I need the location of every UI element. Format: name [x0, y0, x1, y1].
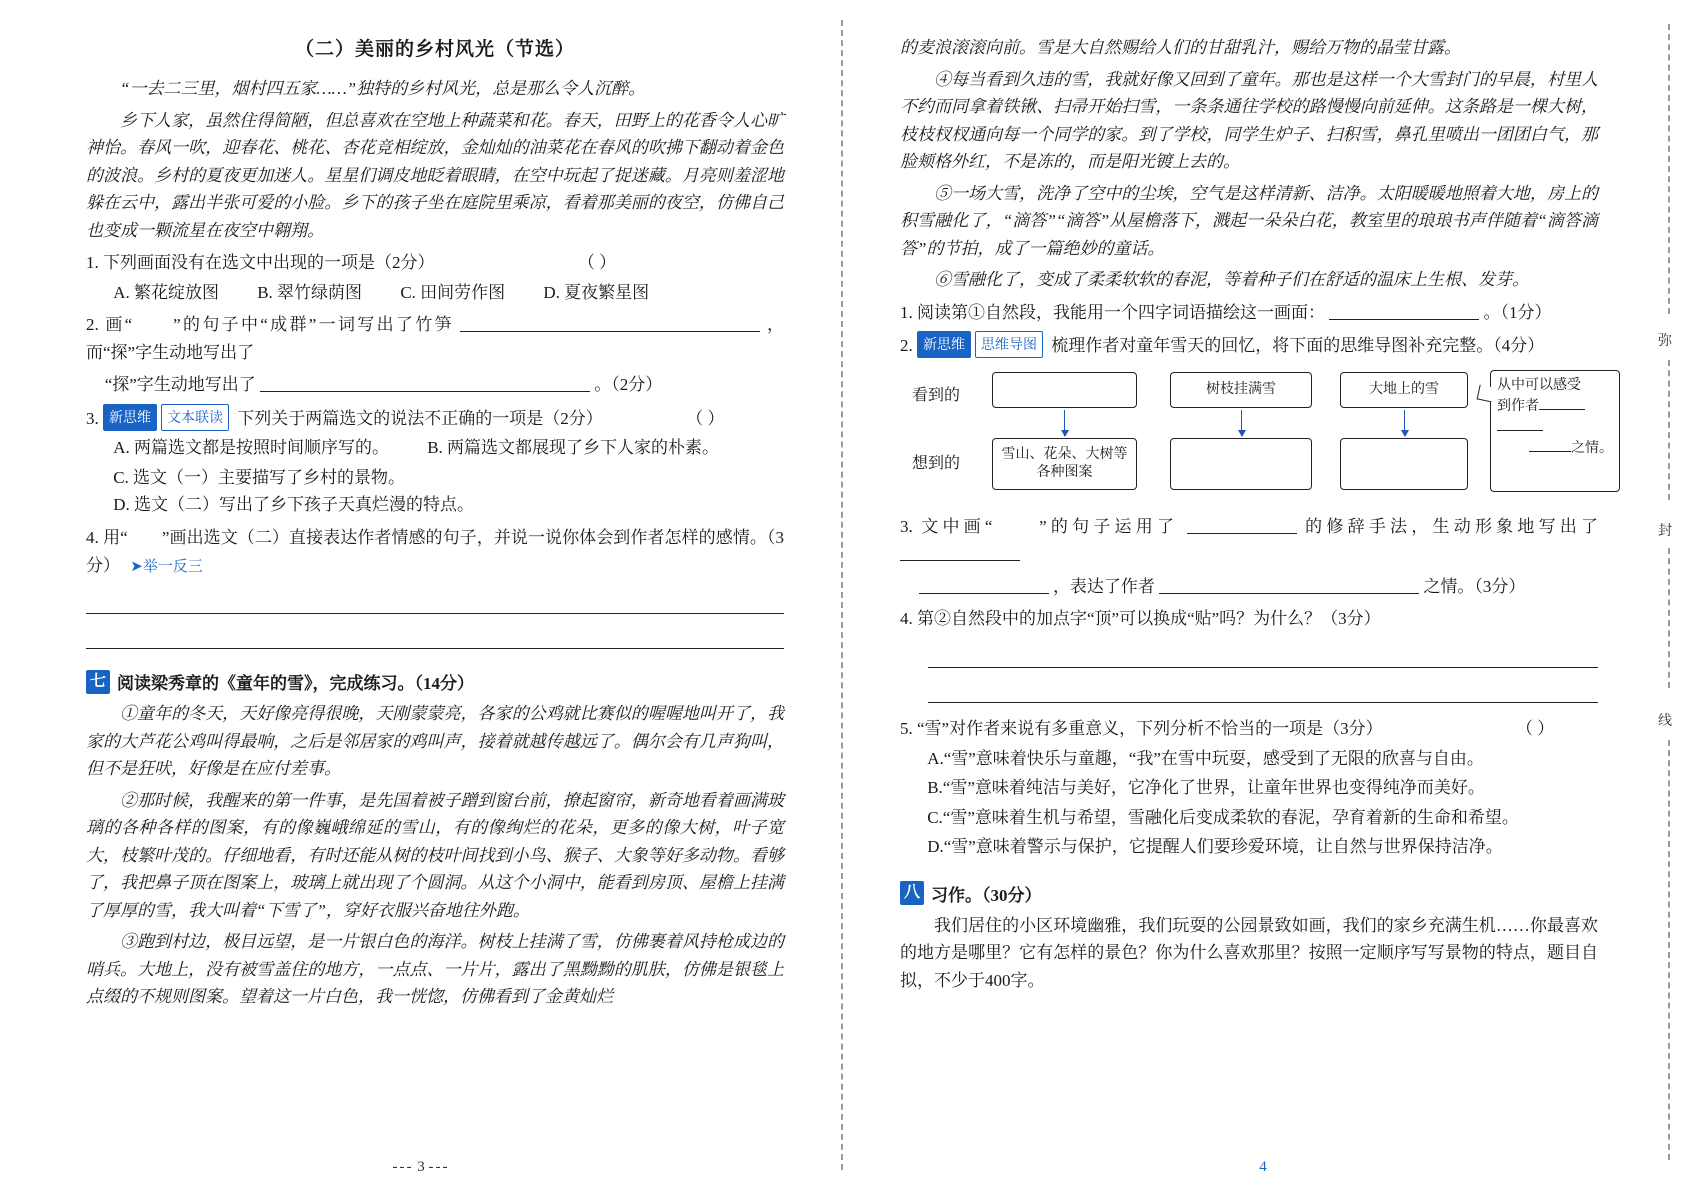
- question-1-text: 下列画面没有在选文中出现的一项是（2分）: [103, 253, 435, 273]
- question-3-text: 下列关于两篇选文的说法不正确的一项是（2分）: [237, 408, 603, 428]
- mindmap-box-seen-2[interactable]: 树枝挂满雪: [1170, 372, 1312, 408]
- right-question-1-number: 1.: [900, 302, 913, 322]
- right-question-1-text-b: 。（1分）: [1483, 302, 1552, 322]
- article-paragraph-1: ①童年的冬天，天好像亮得很晚，天刚蒙蒙亮，各家的公鸡就比赛似的喔喔地叫开了，我家的大芦花公鸡叫得最响，之后是邻居家的鸡叫声，接着就越传越远了。偶尔会有几声狗叫，但不是狂吠，好像是在应付差事。: [86, 704, 784, 779]
- option-a[interactable]: A. 繁花绽放图: [113, 282, 219, 302]
- right-question-3-text-d: 之情。（3分）: [1423, 576, 1526, 596]
- essay-prompt: 我们居住的小区环境幽雅，我们玩耍的公园景致如画，我们的家乡充满生机……你最喜欢的地方是哪里？它有怎样的景色？你为什么喜欢那里？按照一定顺序写写景物的特点，题目自拟，不少于400字。: [900, 915, 1598, 990]
- section-eight-number: 八: [900, 881, 924, 905]
- text-linking-tag: 文本联读: [161, 404, 229, 431]
- seal-dash-mid1: [1668, 360, 1670, 500]
- question-1-answer-paren[interactable]: （ ）: [577, 253, 617, 273]
- right-question-3-number: 3.: [900, 516, 913, 536]
- question-2-line2: “探”字生动地写出了 。（2分）: [104, 375, 663, 395]
- mindmap-label-seen: 看到的: [912, 386, 961, 404]
- article-continue-2: ④每当看到久违的雪，我就好像又回到了童年。那也是这样一个大雪封门的早晨，村里人不约而同拿着铁锹、扫帚开始扫雪，一条条通往学校的路慢慢向前延伸。这条路是一棵大树，枝枝杈杈通向每一个同学的家。到了学校，同学生炉子、扫积雪，鼻孔里喷出一团团白气，那脸颊格外红，不是冻的，而是阳光镀上去的。: [900, 69, 1598, 172]
- right-question-3-blank-2[interactable]: [900, 543, 1020, 561]
- question-3-options-row2: [113, 464, 784, 519]
- page-number-right: [842, 1159, 1684, 1176]
- mind-map-tag: 思维导图: [975, 331, 1043, 358]
- mindmap-label-thought: 想到的: [912, 454, 961, 472]
- question-2-text-b: ，而“探”字生动地写出了: [86, 315, 785, 362]
- page-number-left: --- 3 ---: [392, 1159, 450, 1175]
- right-question-3-line2: [919, 573, 1598, 601]
- answer-line[interactable]: [928, 676, 1598, 703]
- right-question-5: [900, 715, 1598, 743]
- right-question-1-blank[interactable]: [1329, 302, 1479, 320]
- right-question-2: [900, 331, 1598, 360]
- page-number-right-value: 4: [1259, 1159, 1267, 1175]
- seal-dash-mid2: [1668, 548, 1670, 688]
- question-1-options: [113, 279, 784, 307]
- right-question-5-text: “雪”对作者来说有多重意义，下列分析不恰当的一项是（3分）: [917, 718, 1383, 738]
- option-a[interactable]: A. 两篇选文都是按照时间顺序写的。: [113, 438, 389, 458]
- section-seven-title: 阅读梁秀章的《童年的雪》，完成练习。（14分）: [117, 674, 474, 694]
- new-thinking-tag: 新思维: [103, 404, 157, 431]
- seal-line-marks: [1656, 0, 1678, 1190]
- question-2-text-c: 。（2分）: [594, 375, 663, 395]
- mindmap-box-thought-2[interactable]: [1170, 438, 1312, 490]
- question-4: [86, 524, 784, 579]
- right-question-3-blank-4[interactable]: [1159, 576, 1419, 594]
- mindmap-bubble-line2: 到作者: [1497, 396, 1613, 417]
- right-question-4-text: 第②自然段中的加点字“顶”可以换成“贴”吗？为什么？（3分）: [917, 609, 1381, 629]
- right-q5-option-b[interactable]: B.“雪”意味着纯洁与美好，它净化了世界，让童年世界也变得纯净而美好。: [927, 778, 1485, 798]
- option-d[interactable]: D. 选文（二）写出了乡下孩子天真烂漫的特点。: [113, 495, 474, 515]
- question-2-blank-1[interactable]: [460, 314, 760, 332]
- article-continue-1: 的麦浪滚滚向前。雪是大自然赐给人们的甘甜乳汁，赐给万物的晶莹甘露。: [900, 38, 1461, 57]
- mindmap-bubble-line1: 从中可以感受: [1497, 377, 1581, 393]
- right-q5-option-d[interactable]: D.“雪”意味着警示与保护，它提醒人们要珍爱环境，让自然与世界保持洁净。: [927, 837, 1503, 857]
- article-paragraph-3: ③跑到村边，极目远望，是一片银白色的海洋。树枝上挂满了雪，仿佛裹着风持枪成边的哨兵。大地上，没有被雪盖住的地方，一点点、一片片，露出了黑黝黝的肌肤，仿佛是银毯上点缀的不规则图案。望着这一片白色，我一恍惚，仿佛看到了金黄灿烂: [86, 932, 784, 1007]
- right-question-3-blank-3[interactable]: [919, 576, 1049, 594]
- option-d[interactable]: D. 夏夜繁星图: [543, 282, 650, 302]
- right-q5-option-a[interactable]: A.“雪”意味着快乐与童趣，“我”在雪中玩耍，感受到了无限的欣喜与自由。: [927, 748, 1484, 768]
- question-2: [86, 311, 784, 366]
- right-question-2-text: 梳理作者对童年雪天的回忆，将下面的思维导图补充完整。（4分）: [1051, 336, 1545, 356]
- seal-dash-top: [1668, 24, 1670, 314]
- question-1: [86, 249, 784, 277]
- answer-line[interactable]: [86, 587, 784, 614]
- right-question-1-text-a: 阅读第①自然段，我能用一个四字词语描绘这一画面：: [917, 302, 1325, 322]
- question-1-number: 1.: [86, 253, 99, 273]
- right-question-5-answer-paren[interactable]: （ ）: [1515, 718, 1555, 738]
- article-paragraph-2: ②那时候，我醒来的第一件事，是先国着被子蹭到窗台前，撩起窗帘，新奇地看着画满玻璃的各种各样的图案，有的像巍峨绵延的雪山，有的像绚烂的花朵，更多的像大树，叶子宽大，枝繁叶茂的。仔细地看，有时还能从树的枝叶间找到小鸟、猴子、大象等好多动物。看够了，我把鼻子顶在图案上，玻璃上就出现了个圆洞。从这个小洞中，能看到房顶、屋檐上挂满了厚厚的雪，我大叫着“下雪了”，穿好衣服兴奋地往外跑。: [86, 790, 784, 920]
- answer-line[interactable]: [86, 622, 784, 649]
- right-question-4: [900, 605, 1598, 633]
- question-2-blank-2[interactable]: [260, 374, 590, 392]
- question-4-text: 用“ ”画出选文（二）直接表达作者情感的句子，并说一说你体会到作者怎样的感情。（3分）: [86, 527, 785, 575]
- right-question-3-text-c: ，表达了作者: [1052, 576, 1155, 596]
- seal-mark-3: 线: [1658, 714, 1672, 729]
- new-thinking-tag: 新思维: [917, 331, 971, 358]
- question-2-text-a: 画“ ”的句子中“成群”一词写出了竹笋: [105, 315, 454, 335]
- answer-line[interactable]: [928, 641, 1598, 668]
- section-eight-heading: [900, 881, 1598, 906]
- question-4-hint: ➤举一反三: [130, 557, 203, 575]
- mindmap-box-seen-1[interactable]: [992, 372, 1137, 408]
- question-3-options-row1: [113, 434, 784, 462]
- question-3-answer-paren[interactable]: （ ）: [686, 408, 725, 428]
- mind-map: [900, 366, 1613, 508]
- mindmap-bubble-line3: [1497, 417, 1613, 438]
- section-seven-number: 七: [86, 670, 110, 694]
- seal-dash-bottom: [1668, 740, 1670, 1160]
- right-question-3-text-a: 文中画“ ”的句子运用了: [921, 516, 1179, 536]
- section-seven-heading: [86, 669, 784, 694]
- article-continue-4: ⑥雪融化了，变成了柔柔软软的春泥，等着种子们在舒适的温床上生根、发芽。: [934, 270, 1529, 290]
- question-3-number: 3.: [86, 408, 99, 428]
- right-question-4-number: 4.: [900, 609, 913, 629]
- mindmap-arrow-3: [1404, 410, 1405, 436]
- option-b[interactable]: B. 两篇选文都展现了乡下人家的朴素。: [427, 438, 720, 458]
- mindmap-arrow-1: [1064, 410, 1065, 436]
- right-question-3-blank-1[interactable]: [1187, 516, 1297, 534]
- mindmap-box-thought-1[interactable]: 雪山、花朵、大树等各种图案: [992, 438, 1137, 490]
- page-number-left-value: 3: [417, 1159, 425, 1175]
- right-question-3: [900, 513, 1598, 568]
- mindmap-bubble-line4: 之情。: [1497, 438, 1613, 459]
- right-page-column: [842, 0, 1684, 1190]
- question-3: [86, 404, 784, 433]
- mindmap-bubble[interactable]: [1490, 370, 1620, 492]
- article-continue-3: ⑤一场大雪，洗净了空中的尘埃，空气是这样清新、洁净。太阳暖暖地照着大地，房上的积雪融化了，“滴答”“滴答”从屋檐落下，溅起一朵朵白花，教室里的琅琅书声伴随着“滴答滴答”的节拍，成了一篇绝妙的童话。: [900, 183, 1598, 258]
- mindmap-arrow-2: [1241, 410, 1242, 436]
- passage-paragraph: “一去二三里，烟村四五家……”独特的乡村风光，总是那么令人沉醉。: [120, 79, 646, 98]
- mindmap-box-seen-3[interactable]: 大地上的雪: [1340, 372, 1468, 408]
- seal-mark-1: 弥: [1658, 334, 1672, 349]
- option-c[interactable]: C. 田间劳作图: [400, 282, 506, 302]
- right-question-1: [900, 299, 1598, 327]
- page-title: （二）美丽的乡村风光（节选）: [294, 39, 575, 60]
- seal-mark-2: 封: [1658, 524, 1672, 539]
- right-question-3-text-b: 的修辞手法，生动形象地写出了: [1305, 516, 1599, 536]
- mindmap-bubble-tail: [1477, 384, 1495, 402]
- section-eight-title: 习作。（30分）: [931, 885, 1042, 905]
- option-c[interactable]: C. 选文（一）主要描写了乡村的景物。: [113, 467, 406, 487]
- right-question-2-number: 2.: [900, 336, 913, 356]
- question-4-number: 4.: [86, 527, 99, 547]
- right-q5-option-c[interactable]: C.“雪”意味着生机与希望，雪融化后变成柔软的春泥，孕育着新的生命和希望。: [927, 807, 1519, 827]
- passage-paragraph: 乡下人家，虽然住得简陋，但总喜欢在空地上种蔬菜和花。春天，田野上的花香令人心旷神怡。春风一吹，迎春花、桃花、杏花竞相绽放，金灿灿的油菜花在春风的吹拂下翻动着金色的波浪。乡村的夏夜更加迷人。星星们调皮地眨着眼睛，在空中玩起了捉迷藏。月亮则羞涩地躲在云中，露出半张可爱的小脸。乡下的孩子坐在庭院里乘凉，看着那美丽的夜空，仿佛自己也变成一颗流星在夜空中翱翔。: [86, 110, 784, 240]
- question-2-number: 2.: [86, 315, 99, 335]
- option-b[interactable]: B. 翠竹绿荫图: [257, 282, 363, 302]
- right-question-5-number: 5.: [900, 718, 913, 738]
- mindmap-box-thought-3[interactable]: [1340, 438, 1468, 490]
